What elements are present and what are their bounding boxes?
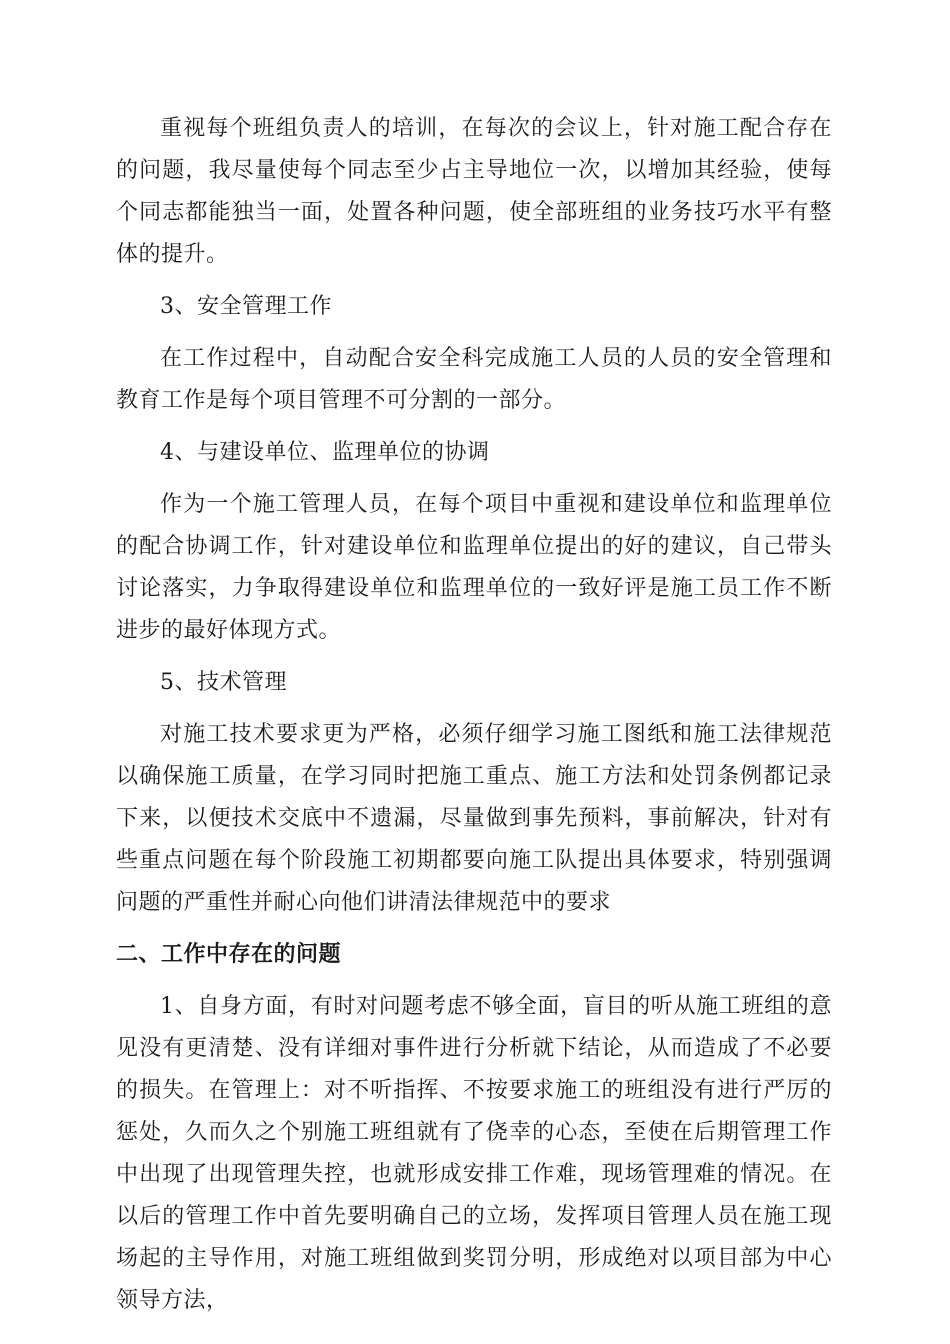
paragraph-technical-management: 对施工技术要求更为严格，必须仔细学习施工图纸和施工法律规范以确保施工质量，在学习同时把施工重点、施工方法和处罚条例都记录下来，以便技术交底中不遗漏，尽量做到事先预料，事前解决，针对有些重点问题在每个阶段施工初期都要向施工队提出具体要求，特别强调问题的严重性并耐心向他们讲清法律规范中的要求 — [116, 722, 832, 915]
paragraph-safety-management: 在工作过程中，自动配合安全科完成施工人员的人员的安全管理和教育工作是每个项目管理不可分割的一部分。 — [116, 346, 832, 413]
section-heading-problems: 二、工作中存在的问题 — [116, 942, 342, 967]
document-body — [116, 108, 832, 1332]
subheading-coordination: 4、与建设单位、监理单位的协调 — [160, 440, 490, 465]
paragraph-coordination: 作为一个施工管理人员，在每个项目中重视和建设单位和监理单位的配合协调工作，针对建设单位和监理单位提出的好的建议，自己带头讨论落实，力争取得建设单位和监理单位的一致好评是施工员工作不断进步的最好体现方式。 — [116, 492, 832, 643]
subheading-technical-management: 5、技术管理 — [160, 670, 287, 695]
subheading-safety-management: 3、安全管理工作 — [160, 294, 332, 319]
paragraph-team-training: 重视每个班组负责人的培训，在每次的会议上，针对施工配合存在的问题，我尽量使每个同志至少占主导地位一次，以增加其经验，使每个同志都能独当一面，处置各种问题，使全部班组的业务技巧水平有整体的提升。 — [116, 116, 832, 267]
paragraph-self-issues: 1、自身方面，有时对问题考虑不够全面，盲目的听从施工班组的意见没有更清楚、没有详细对事件进行分析就下结论，从而造成了不必要的损失。在管理上：对不听指挥、不按要求施工的班组没有进行严厉的惩处，久而久之个别施工班组就有了侥幸的心态，至使在后期管理工作中出现了出现管理失控，也就形成安排工作难，现场管理难的情况。在以后的管理工作中首先要明确自己的立场，发挥项目管理人员在施工现场起的主导作用，对施工班组做到奖罚分明，形成绝对以项目部为中心领导方法， — [116, 994, 832, 1313]
